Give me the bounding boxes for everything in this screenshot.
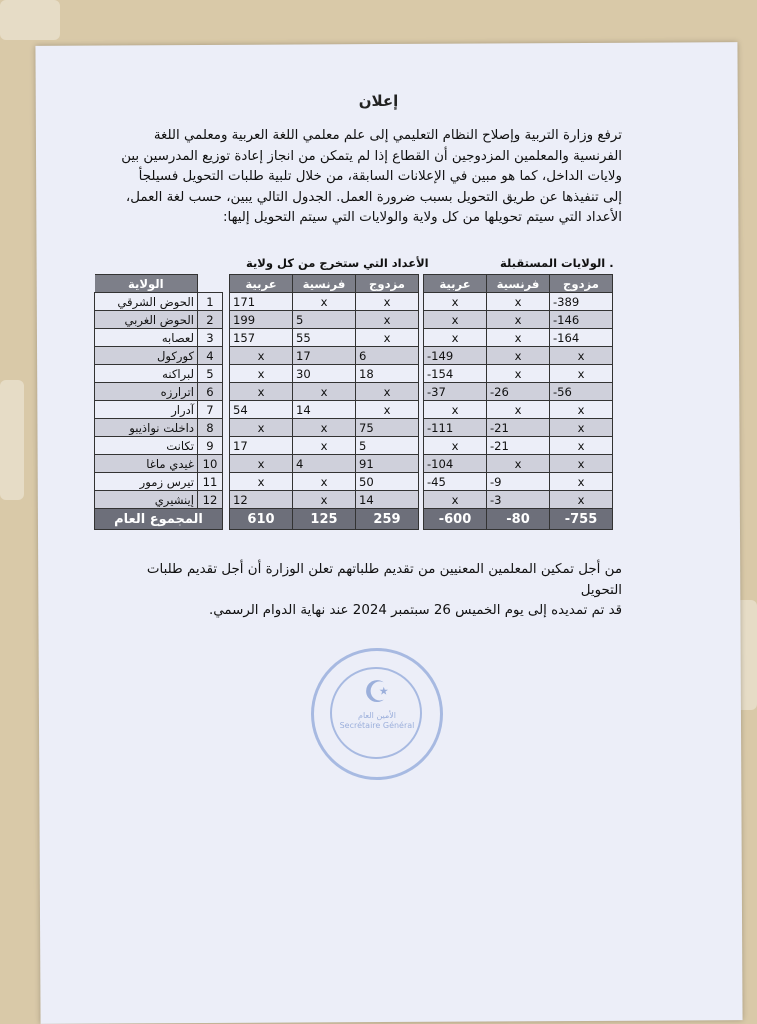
table-row bbox=[95, 401, 223, 419]
cell-arabic: -104 bbox=[424, 455, 487, 473]
cell-index: 2 bbox=[198, 311, 223, 329]
header-bilingual: مزدوج bbox=[550, 275, 613, 293]
table-row bbox=[230, 383, 419, 401]
cell-bilingual: -56 bbox=[550, 383, 613, 401]
cell-bilingual: x bbox=[550, 473, 613, 491]
cell-bilingual: x bbox=[550, 347, 613, 365]
cell-french: -21 bbox=[487, 437, 550, 455]
cell-wilaya-name: لبراكنه bbox=[95, 365, 198, 383]
table-row bbox=[230, 347, 419, 365]
cell-french: 5 bbox=[293, 311, 356, 329]
cell-bilingual: 91 bbox=[356, 455, 419, 473]
header-arabic: عربية bbox=[424, 275, 487, 293]
star-crescent-icon: ☪ bbox=[363, 675, 391, 710]
table-row bbox=[424, 491, 613, 509]
cell-arabic: x bbox=[230, 347, 293, 365]
table-row bbox=[230, 293, 419, 311]
cell-french: 30 bbox=[293, 365, 356, 383]
cell-index: 1 bbox=[198, 293, 223, 311]
cell-bilingual: -389 bbox=[550, 293, 613, 311]
outro-line: قد تم تمديده إلى يوم الخميس 26 سبتمبر 2024 عند نهاية الدوام الرسمي. bbox=[208, 603, 622, 618]
cell-arabic: x bbox=[230, 473, 293, 491]
table-row bbox=[95, 347, 223, 365]
total-french: 125 bbox=[293, 509, 356, 530]
cell-arabic: x bbox=[424, 491, 487, 509]
cell-bilingual: x bbox=[356, 401, 419, 419]
table-row bbox=[424, 401, 613, 419]
cell-french: x bbox=[293, 437, 356, 455]
cell-french: x bbox=[293, 293, 356, 311]
cell-french: -21 bbox=[487, 419, 550, 437]
cell-wilaya-name: داخلت نواذيبو bbox=[95, 419, 198, 437]
cell-wilaya-name: اترارزه bbox=[95, 383, 198, 401]
cell-bilingual: 75 bbox=[356, 419, 419, 437]
table-row bbox=[424, 347, 613, 365]
cell-french: x bbox=[487, 365, 550, 383]
cell-arabic: x bbox=[230, 365, 293, 383]
cell-index: 11 bbox=[198, 473, 223, 491]
cell-index: 4 bbox=[198, 347, 223, 365]
cell-bilingual: x bbox=[356, 311, 419, 329]
table-row bbox=[424, 419, 613, 437]
cell-wilaya-name: آدرار bbox=[95, 401, 198, 419]
table-header-row bbox=[424, 275, 613, 293]
table-row bbox=[95, 311, 223, 329]
table-row bbox=[95, 383, 223, 401]
cell-index: 9 bbox=[198, 437, 223, 455]
cell-arabic: -154 bbox=[424, 365, 487, 383]
wall-patch bbox=[0, 0, 60, 40]
receiving-table bbox=[423, 274, 613, 530]
table-row bbox=[424, 383, 613, 401]
cell-french: x bbox=[293, 419, 356, 437]
table-row bbox=[424, 473, 613, 491]
cell-arabic: x bbox=[424, 437, 487, 455]
cell-bilingual: -146 bbox=[550, 311, 613, 329]
table-row bbox=[95, 491, 223, 509]
cell-french: -9 bbox=[487, 473, 550, 491]
total-bilingual: 259 bbox=[356, 509, 419, 530]
cell-french: -26 bbox=[487, 383, 550, 401]
table-row bbox=[424, 329, 613, 347]
cell-arabic: -111 bbox=[424, 419, 487, 437]
table-row bbox=[230, 311, 419, 329]
cell-index: 5 bbox=[198, 365, 223, 383]
cell-arabic: -37 bbox=[424, 383, 487, 401]
cell-french: 14 bbox=[293, 401, 356, 419]
cell-arabic: 17 bbox=[230, 437, 293, 455]
cell-arabic: x bbox=[230, 455, 293, 473]
cell-french: x bbox=[487, 329, 550, 347]
cell-wilaya-name: كوركول bbox=[95, 347, 198, 365]
cell-bilingual: x bbox=[356, 329, 419, 347]
cell-french: 4 bbox=[293, 455, 356, 473]
cell-bilingual: x bbox=[356, 293, 419, 311]
table-row bbox=[230, 473, 419, 491]
cell-french: x bbox=[487, 293, 550, 311]
cell-index: 7 bbox=[198, 401, 223, 419]
table-row bbox=[230, 491, 419, 509]
totals-row bbox=[230, 509, 419, 530]
cell-index: 10 bbox=[198, 455, 223, 473]
header-french: فرنسية bbox=[487, 275, 550, 293]
table-row bbox=[95, 437, 223, 455]
table-row bbox=[95, 419, 223, 437]
cell-index: 6 bbox=[198, 383, 223, 401]
cell-wilaya-name: تيرس زمور bbox=[95, 473, 198, 491]
table-row bbox=[95, 365, 223, 383]
cell-arabic: x bbox=[424, 401, 487, 419]
cell-french: 55 bbox=[293, 329, 356, 347]
totals-row bbox=[95, 509, 223, 530]
cell-french: x bbox=[487, 311, 550, 329]
table-row bbox=[424, 311, 613, 329]
cell-french: x bbox=[293, 473, 356, 491]
table-row bbox=[230, 455, 419, 473]
table-header-row bbox=[95, 275, 223, 293]
cell-arabic: 54 bbox=[230, 401, 293, 419]
table-row bbox=[230, 401, 419, 419]
total-french: -80 bbox=[487, 509, 550, 530]
cell-bilingual: x bbox=[550, 401, 613, 419]
total-bilingual: -755 bbox=[550, 509, 613, 530]
table-row bbox=[95, 293, 223, 311]
intro-line: الفرنسية والمعلمين المزدوجين أن القطاع إذا لم يتمكن من انجاز إعادة توزيع المدرسين بين bbox=[121, 148, 622, 164]
stamp-line: Secrétaire Général bbox=[339, 721, 415, 730]
cell-arabic: x bbox=[424, 311, 487, 329]
wall-patch bbox=[0, 380, 24, 500]
cell-arabic: 12 bbox=[230, 491, 293, 509]
table-row bbox=[95, 329, 223, 347]
intro-line: إلى تنفيذها عن طريق التحويل بسبب ضرورة العمل. الجدول التالي يبين، حسب لغة العمل، bbox=[125, 189, 622, 205]
announcement-title: إعلان bbox=[358, 92, 399, 110]
cell-french: x bbox=[487, 347, 550, 365]
cell-french: x bbox=[487, 455, 550, 473]
cell-arabic: x bbox=[424, 329, 487, 347]
total-arabic: 610 bbox=[230, 509, 293, 530]
header-wilaya: الولاية bbox=[95, 275, 198, 293]
header-arabic: عربية bbox=[230, 275, 293, 293]
header-bilingual: مزدوج bbox=[356, 275, 419, 293]
cell-bilingual: 5 bbox=[356, 437, 419, 455]
table-header-row bbox=[230, 275, 419, 293]
table-row bbox=[230, 365, 419, 383]
stamp-line: الأمين العام bbox=[357, 711, 397, 720]
cell-bilingual: 18 bbox=[356, 365, 419, 383]
cell-bilingual: x bbox=[550, 365, 613, 383]
cell-bilingual: 50 bbox=[356, 473, 419, 491]
cell-bilingual: x bbox=[550, 419, 613, 437]
receiving-caption: . الولايات المستقبلة bbox=[500, 256, 614, 270]
cell-french: -3 bbox=[487, 491, 550, 509]
cell-bilingual: x bbox=[356, 383, 419, 401]
cell-arabic: x bbox=[230, 383, 293, 401]
cell-arabic: 171 bbox=[230, 293, 293, 311]
cell-arabic: x bbox=[230, 419, 293, 437]
cell-arabic: 157 bbox=[230, 329, 293, 347]
cell-bilingual: -164 bbox=[550, 329, 613, 347]
stamp-label bbox=[314, 711, 440, 731]
intro-line: ولايات الداخل، كما هو مبين في الإعلانات السابقة، من خلال تلبية طلبات التحويل فسيلجأ bbox=[138, 169, 622, 184]
ministry-stamp bbox=[311, 648, 443, 780]
cell-arabic: 199 bbox=[230, 311, 293, 329]
cell-french: x bbox=[293, 383, 356, 401]
cell-french: 17 bbox=[293, 347, 356, 365]
cell-french: x bbox=[487, 401, 550, 419]
table-row bbox=[424, 365, 613, 383]
table-row bbox=[424, 455, 613, 473]
total-arabic: -600 bbox=[424, 509, 487, 530]
total-label: المجموع العام bbox=[95, 509, 223, 530]
table-row bbox=[95, 455, 223, 473]
cell-bilingual: 6 bbox=[356, 347, 419, 365]
table-row bbox=[424, 437, 613, 455]
table-row bbox=[230, 419, 419, 437]
intro-line: ترفع وزارة التربية وإصلاح النظام التعليمي إلى علم معلمي اللغة العربية ومعلمي اللغة bbox=[153, 128, 622, 143]
table-row bbox=[230, 329, 419, 347]
cell-bilingual: x bbox=[550, 455, 613, 473]
intro-paragraph bbox=[102, 126, 622, 229]
totals-row bbox=[424, 509, 613, 530]
wilaya-table bbox=[94, 274, 223, 530]
cell-arabic: -45 bbox=[424, 473, 487, 491]
cell-french: x bbox=[293, 491, 356, 509]
cell-wilaya-name: لعصابه bbox=[95, 329, 198, 347]
table-row bbox=[95, 473, 223, 491]
cell-wilaya-name: غيدي ماغا bbox=[95, 455, 198, 473]
cell-wilaya-name: تكانت bbox=[95, 437, 198, 455]
cell-bilingual: x bbox=[550, 437, 613, 455]
outgoing-table bbox=[229, 274, 419, 530]
cell-bilingual: 14 bbox=[356, 491, 419, 509]
header-french: فرنسية bbox=[293, 275, 356, 293]
cell-index: 8 bbox=[198, 419, 223, 437]
cell-wilaya-name: إينشيري bbox=[95, 491, 198, 509]
deadline-paragraph bbox=[102, 560, 622, 622]
cell-index: 3 bbox=[198, 329, 223, 347]
cell-wilaya-name: الحوض الغربي bbox=[95, 311, 198, 329]
cell-arabic: -149 bbox=[424, 347, 487, 365]
table-row bbox=[230, 437, 419, 455]
cell-arabic: x bbox=[424, 293, 487, 311]
cell-index: 12 bbox=[198, 491, 223, 509]
outro-line: من أجل تمكين المعلمين المعنيين من تقديم طلباتهم تعلن الوزارة أن أجل تقديم طلبات التحويل bbox=[146, 562, 622, 598]
outgoing-caption: الأعداد التي ستخرج من كل ولاية bbox=[246, 256, 429, 270]
cell-wilaya-name: الحوض الشرقي bbox=[95, 293, 198, 311]
cell-bilingual: x bbox=[550, 491, 613, 509]
table-row bbox=[424, 293, 613, 311]
intro-line: الأعداد التي سيتم تحويلها من كل ولاية والولايات التي سيتم التحويل إليها: bbox=[222, 210, 622, 225]
